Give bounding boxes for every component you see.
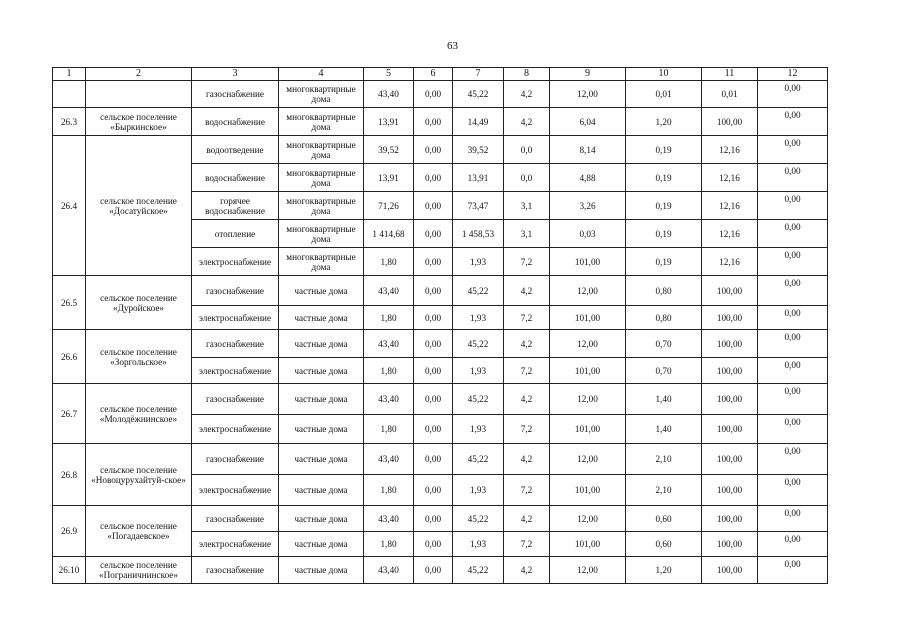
cell-c3: газоснабжение — [192, 276, 279, 306]
row-number-cell: 26.5 — [53, 276, 86, 330]
cell-c12: 0,00 — [758, 276, 828, 306]
cell-c6: 0,00 — [414, 330, 453, 358]
cell-c12: 0,00 — [758, 475, 828, 506]
cell-c8: 7,2 — [504, 415, 550, 444]
row-number-cell: 26.8 — [53, 444, 86, 506]
cell-c5: 39,52 — [364, 136, 414, 164]
cell-c10: 0,60 — [626, 532, 702, 557]
cell-c8: 4,2 — [504, 81, 550, 108]
cell-c5: 43,40 — [364, 81, 414, 108]
cell-c3: водоснабжение — [192, 108, 279, 136]
cell-c5: 1,80 — [364, 415, 414, 444]
cell-c6: 0,00 — [414, 192, 453, 220]
cell-c9: 3,26 — [550, 192, 626, 220]
cell-c11: 100,00 — [702, 557, 758, 584]
tariff-table — [52, 67, 828, 584]
cell-c3: газоснабжение — [192, 444, 279, 475]
cell-c11: 100,00 — [702, 532, 758, 557]
cell-c5: 1,80 — [364, 358, 414, 384]
cell-c11: 100,00 — [702, 276, 758, 306]
cell-c5: 1,80 — [364, 306, 414, 330]
cell-c8: 7,2 — [504, 532, 550, 557]
cell-c11: 12,16 — [702, 192, 758, 220]
cell-c10: 0,80 — [626, 306, 702, 330]
cell-c6: 0,00 — [414, 220, 453, 248]
cell-c8: 3,1 — [504, 192, 550, 220]
cell-c6: 0,00 — [414, 475, 453, 506]
cell-c10: 0,19 — [626, 136, 702, 164]
row-number-cell: 26.7 — [53, 384, 86, 444]
cell-c3: газоснабжение — [192, 81, 279, 108]
cell-c6: 0,00 — [414, 415, 453, 444]
cell-c11: 100,00 — [702, 108, 758, 136]
cell-c12: 0,00 — [758, 444, 828, 475]
cell-c5: 1,80 — [364, 532, 414, 557]
header-cell: 12 — [758, 68, 828, 81]
cell-c3: электроснабжение — [192, 306, 279, 330]
cell-c5: 71,26 — [364, 192, 414, 220]
cell-c4: частные дома — [279, 475, 364, 506]
table-row — [53, 506, 828, 532]
settlement-cell: сельское поселение «Быркинское» — [86, 108, 192, 136]
cell-c6: 0,00 — [414, 81, 453, 108]
header-cell: 1 — [53, 68, 86, 81]
cell-c12: 0,00 — [758, 415, 828, 444]
cell-c5: 43,40 — [364, 276, 414, 306]
cell-c10: 0,60 — [626, 506, 702, 532]
cell-c4: частные дома — [279, 506, 364, 532]
cell-c7: 1,93 — [453, 358, 504, 384]
settlement-cell: сельское поселение «Новоцурухайтуй-ское» — [86, 444, 192, 506]
cell-c4: многоквартирные дома — [279, 136, 364, 164]
cell-c10: 2,10 — [626, 444, 702, 475]
cell-c5: 43,40 — [364, 444, 414, 475]
cell-c5: 1 414,68 — [364, 220, 414, 248]
cell-c9: 101,00 — [550, 358, 626, 384]
cell-c8: 7,2 — [504, 306, 550, 330]
cell-c8: 4,2 — [504, 330, 550, 358]
cell-c10: 0,19 — [626, 220, 702, 248]
cell-c11: 100,00 — [702, 330, 758, 358]
cell-c7: 13,91 — [453, 164, 504, 192]
cell-c3: газоснабжение — [192, 557, 279, 584]
cell-c12: 0,00 — [758, 330, 828, 358]
cell-c3: электроснабжение — [192, 532, 279, 557]
cell-c11: 12,16 — [702, 136, 758, 164]
header-cell: 9 — [550, 68, 626, 81]
cell-c7: 45,22 — [453, 444, 504, 475]
cell-c5: 43,40 — [364, 330, 414, 358]
cell-c5: 13,91 — [364, 108, 414, 136]
cell-c7: 45,22 — [453, 276, 504, 306]
cell-c10: 0,70 — [626, 330, 702, 358]
table-row — [53, 108, 828, 136]
row-number-cell: 26.10 — [53, 557, 86, 584]
cell-c3: газоснабжение — [192, 506, 279, 532]
cell-c6: 0,00 — [414, 444, 453, 475]
cell-c7: 39,52 — [453, 136, 504, 164]
cell-c9: 101,00 — [550, 532, 626, 557]
cell-c7: 1,93 — [453, 248, 504, 276]
cell-c8: 4,2 — [504, 108, 550, 136]
cell-c8: 4,2 — [504, 557, 550, 584]
cell-c10: 0,70 — [626, 358, 702, 384]
cell-c11: 12,16 — [702, 220, 758, 248]
cell-c7: 1,93 — [453, 475, 504, 506]
cell-c11: 100,00 — [702, 384, 758, 415]
cell-c11: 100,00 — [702, 444, 758, 475]
cell-c5: 1,80 — [364, 248, 414, 276]
cell-c10: 0,01 — [626, 81, 702, 108]
cell-c7: 45,22 — [453, 330, 504, 358]
cell-c9: 12,00 — [550, 276, 626, 306]
cell-c10: 0,19 — [626, 164, 702, 192]
cell-c11: 12,16 — [702, 164, 758, 192]
cell-c6: 0,00 — [414, 506, 453, 532]
cell-c4: многоквартирные дома — [279, 164, 364, 192]
cell-c8: 4,2 — [504, 384, 550, 415]
cell-c6: 0,00 — [414, 358, 453, 384]
cell-c4: многоквартирные дома — [279, 220, 364, 248]
table-row — [53, 81, 828, 108]
header-cell: 11 — [702, 68, 758, 81]
cell-c9: 101,00 — [550, 415, 626, 444]
cell-c12: 0,00 — [758, 358, 828, 384]
cell-c9: 12,00 — [550, 444, 626, 475]
cell-c8: 7,2 — [504, 248, 550, 276]
cell-c12: 0,00 — [758, 192, 828, 220]
cell-c12: 0,00 — [758, 108, 828, 136]
cell-c7: 45,22 — [453, 384, 504, 415]
cell-c8: 4,2 — [504, 276, 550, 306]
cell-c10: 0,19 — [626, 192, 702, 220]
cell-c6: 0,00 — [414, 164, 453, 192]
cell-c11: 100,00 — [702, 358, 758, 384]
cell-c7: 1 458,53 — [453, 220, 504, 248]
cell-c4: многоквартирные дома — [279, 248, 364, 276]
cell-c12: 0,00 — [758, 557, 828, 584]
cell-c12: 0,00 — [758, 306, 828, 330]
settlement-cell — [86, 81, 192, 108]
cell-c6: 0,00 — [414, 108, 453, 136]
cell-c9: 101,00 — [550, 475, 626, 506]
cell-c12: 0,00 — [758, 506, 828, 532]
cell-c4: многоквартирные дома — [279, 81, 364, 108]
header-cell: 2 — [86, 68, 192, 81]
cell-c9: 12,00 — [550, 330, 626, 358]
cell-c12: 0,00 — [758, 136, 828, 164]
cell-c3: электроснабжение — [192, 475, 279, 506]
cell-c10: 1,20 — [626, 108, 702, 136]
table-row — [53, 444, 828, 475]
cell-c3: водоотведение — [192, 136, 279, 164]
cell-c4: частные дома — [279, 557, 364, 584]
cell-c11: 100,00 — [702, 306, 758, 330]
cell-c10: 1,40 — [626, 415, 702, 444]
cell-c4: частные дома — [279, 532, 364, 557]
cell-c12: 0,00 — [758, 164, 828, 192]
settlement-cell: сельское поселение «Молодёжнинское» — [86, 384, 192, 444]
header-cell: 10 — [626, 68, 702, 81]
cell-c10: 1,20 — [626, 557, 702, 584]
cell-c7: 1,93 — [453, 532, 504, 557]
cell-c9: 101,00 — [550, 248, 626, 276]
cell-c4: частные дома — [279, 306, 364, 330]
header-cell: 7 — [453, 68, 504, 81]
cell-c8: 0,0 — [504, 164, 550, 192]
cell-c9: 12,00 — [550, 557, 626, 584]
table-row — [53, 384, 828, 415]
cell-c7: 73,47 — [453, 192, 504, 220]
cell-c4: частные дома — [279, 358, 364, 384]
cell-c4: частные дома — [279, 330, 364, 358]
cell-c3: горячее водоснабжение — [192, 192, 279, 220]
cell-c3: водоснабжение — [192, 164, 279, 192]
table-row — [53, 276, 828, 306]
cell-c5: 13,91 — [364, 164, 414, 192]
cell-c4: частные дома — [279, 415, 364, 444]
header-cell: 8 — [504, 68, 550, 81]
settlement-cell: сельское поселение «Пограничнинское» — [86, 557, 192, 584]
cell-c6: 0,00 — [414, 276, 453, 306]
page-number: 63 — [447, 40, 458, 52]
cell-c10: 2,10 — [626, 475, 702, 506]
cell-c8: 0,0 — [504, 136, 550, 164]
settlement-cell: сельское поселение «Досатуйское» — [86, 136, 192, 276]
cell-c9: 12,00 — [550, 81, 626, 108]
cell-c7: 1,93 — [453, 415, 504, 444]
cell-c5: 43,40 — [364, 506, 414, 532]
cell-c3: газоснабжение — [192, 384, 279, 415]
cell-c4: частные дома — [279, 276, 364, 306]
table-header-row — [53, 68, 828, 81]
cell-c12: 0,00 — [758, 248, 828, 276]
cell-c9: 12,00 — [550, 384, 626, 415]
row-number-cell: 26.3 — [53, 108, 86, 136]
cell-c11: 100,00 — [702, 506, 758, 532]
cell-c11: 12,16 — [702, 248, 758, 276]
cell-c4: частные дома — [279, 444, 364, 475]
table-row — [53, 330, 828, 358]
cell-c6: 0,00 — [414, 248, 453, 276]
cell-c6: 0,00 — [414, 136, 453, 164]
cell-c5: 1,80 — [364, 475, 414, 506]
cell-c7: 45,22 — [453, 81, 504, 108]
row-number-cell: 26.4 — [53, 136, 86, 276]
cell-c3: электроснабжение — [192, 415, 279, 444]
cell-c9: 8,14 — [550, 136, 626, 164]
cell-c11: 100,00 — [702, 475, 758, 506]
cell-c5: 43,40 — [364, 384, 414, 415]
cell-c9: 101,00 — [550, 306, 626, 330]
table-row — [53, 136, 828, 164]
row-number-cell: 26.6 — [53, 330, 86, 384]
header-cell: 5 — [364, 68, 414, 81]
header-cell: 6 — [414, 68, 453, 81]
settlement-cell: сельское поселение «Погадаевское» — [86, 506, 192, 557]
cell-c10: 0,19 — [626, 248, 702, 276]
cell-c10: 0,80 — [626, 276, 702, 306]
cell-c11: 0,01 — [702, 81, 758, 108]
cell-c6: 0,00 — [414, 532, 453, 557]
cell-c11: 100,00 — [702, 415, 758, 444]
cell-c3: электроснабжение — [192, 358, 279, 384]
cell-c3: отопление — [192, 220, 279, 248]
cell-c10: 1,40 — [626, 384, 702, 415]
cell-c8: 4,2 — [504, 506, 550, 532]
cell-c7: 45,22 — [453, 557, 504, 584]
cell-c7: 45,22 — [453, 506, 504, 532]
cell-c9: 12,00 — [550, 506, 626, 532]
cell-c9: 4,88 — [550, 164, 626, 192]
cell-c8: 3,1 — [504, 220, 550, 248]
row-number-cell: 26.9 — [53, 506, 86, 557]
cell-c8: 4,2 — [504, 444, 550, 475]
cell-c4: частные дома — [279, 384, 364, 415]
cell-c4: многоквартирные дома — [279, 108, 364, 136]
cell-c12: 0,00 — [758, 220, 828, 248]
cell-c4: многоквартирные дома — [279, 192, 364, 220]
cell-c9: 6,04 — [550, 108, 626, 136]
cell-c3: электроснабжение — [192, 248, 279, 276]
cell-c9: 0,03 — [550, 220, 626, 248]
row-number-cell — [53, 81, 86, 108]
cell-c6: 0,00 — [414, 384, 453, 415]
cell-c6: 0,00 — [414, 306, 453, 330]
cell-c12: 0,00 — [758, 81, 828, 108]
header-cell: 3 — [192, 68, 279, 81]
cell-c8: 7,2 — [504, 358, 550, 384]
cell-c12: 0,00 — [758, 532, 828, 557]
cell-c8: 7,2 — [504, 475, 550, 506]
settlement-cell: сельское поселение «Зоргольское» — [86, 330, 192, 384]
cell-c7: 14,49 — [453, 108, 504, 136]
table-row — [53, 557, 828, 584]
cell-c7: 1,93 — [453, 306, 504, 330]
cell-c3: газоснабжение — [192, 330, 279, 358]
cell-c12: 0,00 — [758, 384, 828, 415]
settlement-cell: сельское поселение «Дуройское» — [86, 276, 192, 330]
cell-c6: 0,00 — [414, 557, 453, 584]
cell-c5: 43,40 — [364, 557, 414, 584]
header-cell: 4 — [279, 68, 364, 81]
